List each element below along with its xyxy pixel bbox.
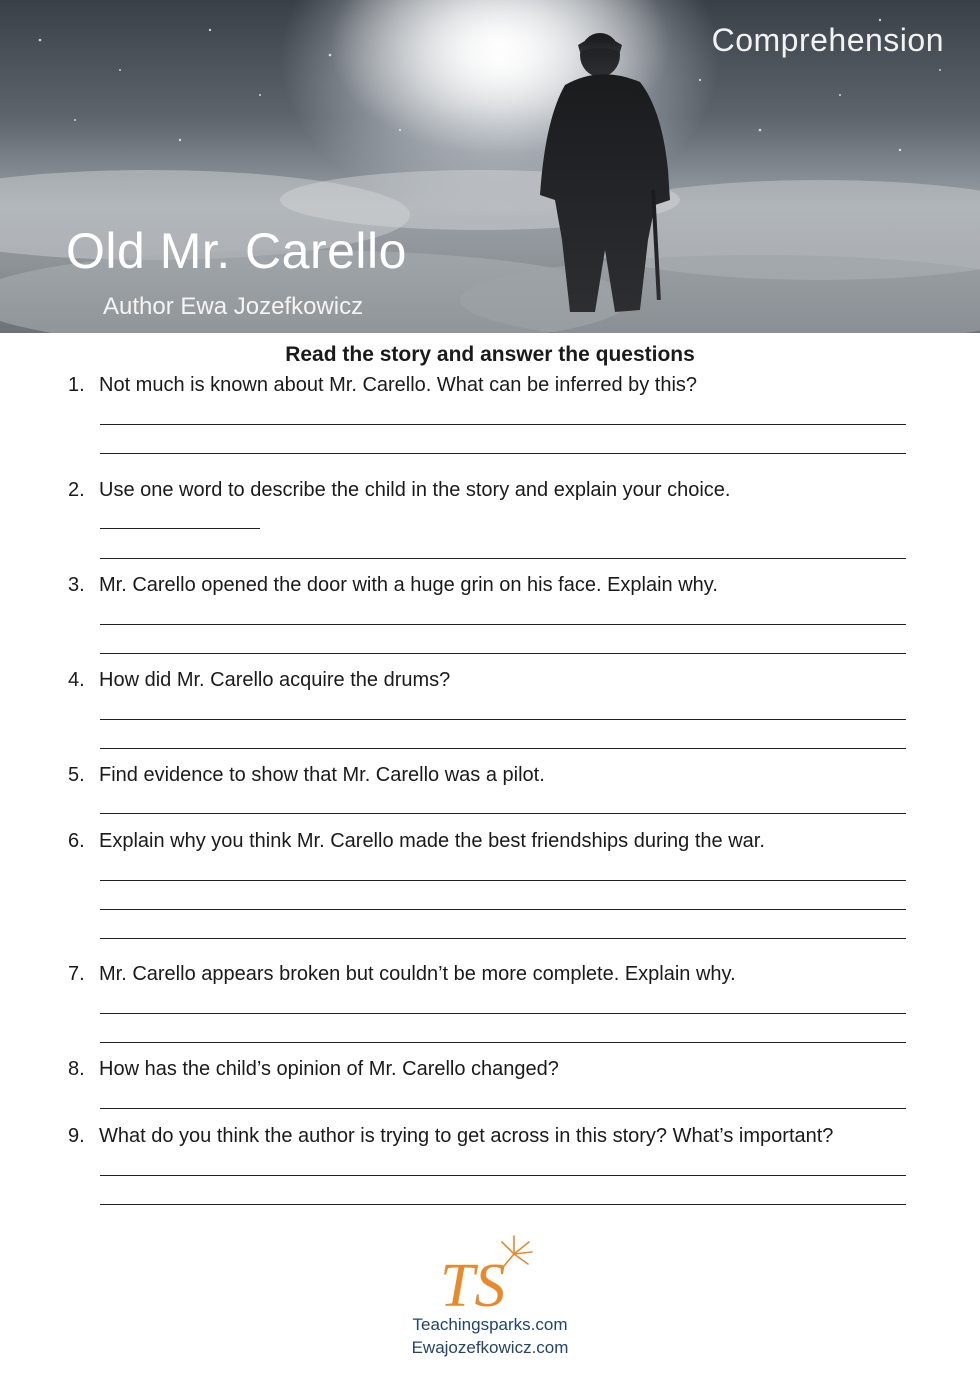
answer-line[interactable]	[100, 653, 906, 654]
instructions-heading: Read the story and answer the questions	[285, 343, 695, 366]
question-number: 3.	[68, 574, 85, 596]
answer-line[interactable]	[100, 909, 906, 910]
question-number: 7.	[68, 963, 85, 985]
question-item	[68, 1058, 559, 1081]
answer-line[interactable]	[100, 719, 906, 720]
question-item	[68, 669, 450, 692]
question-text: How did Mr. Carello acquire the drums?	[99, 669, 451, 691]
question-text: What do you think the author is trying to get across in this story? What’s important?	[99, 1125, 834, 1147]
answer-line[interactable]	[100, 1108, 906, 1109]
question-text: Mr. Carello opened the door with a huge grin on his face. Explain why.	[99, 574, 718, 596]
answer-line[interactable]	[100, 624, 906, 625]
question-number: 1.	[68, 374, 85, 396]
question-text: Explain why you think Mr. Carello made the best friendships during the war.	[99, 830, 765, 852]
teachingsparks-logo	[432, 1226, 542, 1316]
question-text: How has the child’s opinion of Mr. Carello changed?	[99, 1058, 559, 1080]
answer-line[interactable]	[100, 1204, 906, 1205]
story-title: Old Mr. Carello	[66, 223, 407, 279]
answer-line[interactable]	[100, 748, 906, 749]
question-item	[68, 479, 730, 502]
answer-word-line[interactable]	[100, 528, 260, 529]
answer-line[interactable]	[100, 558, 906, 559]
question-number: 4.	[68, 669, 85, 691]
footer-site-teachingsparks[interactable]: Teachingsparks.com	[412, 1315, 568, 1334]
question-item	[68, 574, 718, 597]
question-number: 5.	[68, 764, 85, 786]
question-number: 2.	[68, 479, 85, 501]
question-item	[68, 374, 697, 397]
category-label: Comprehension	[711, 22, 944, 58]
question-number: 9.	[68, 1125, 85, 1147]
question-item	[68, 963, 736, 986]
answer-line[interactable]	[100, 938, 906, 939]
answer-line[interactable]	[100, 1175, 906, 1176]
answer-line[interactable]	[100, 813, 906, 814]
logo-letters: TS	[440, 1252, 506, 1316]
answer-line[interactable]	[100, 880, 906, 881]
question-text: Not much is known about Mr. Carello. What can be inferred by this?	[99, 374, 698, 396]
question-text: Mr. Carello appears broken but couldn’t be more complete. Explain why.	[99, 963, 736, 985]
author-label: Author Ewa Jozefkowicz	[103, 293, 364, 320]
question-text: Find evidence to show that Mr. Carello was a pilot.	[99, 764, 545, 786]
question-text: Use one word to describe the child in the story and explain your choice.	[99, 479, 731, 501]
answer-line[interactable]	[100, 453, 906, 454]
question-number: 6.	[68, 830, 85, 852]
question-item	[68, 1125, 833, 1148]
answer-line[interactable]	[100, 1042, 906, 1043]
question-number: 8.	[68, 1058, 85, 1080]
footer-site-ewajozefkowicz[interactable]: Ewajozefkowicz.com	[411, 1338, 569, 1357]
answer-line[interactable]	[100, 424, 906, 425]
question-item	[68, 764, 545, 787]
question-item	[68, 830, 765, 853]
spark-icon	[502, 1236, 532, 1266]
answer-line[interactable]	[100, 1013, 906, 1014]
